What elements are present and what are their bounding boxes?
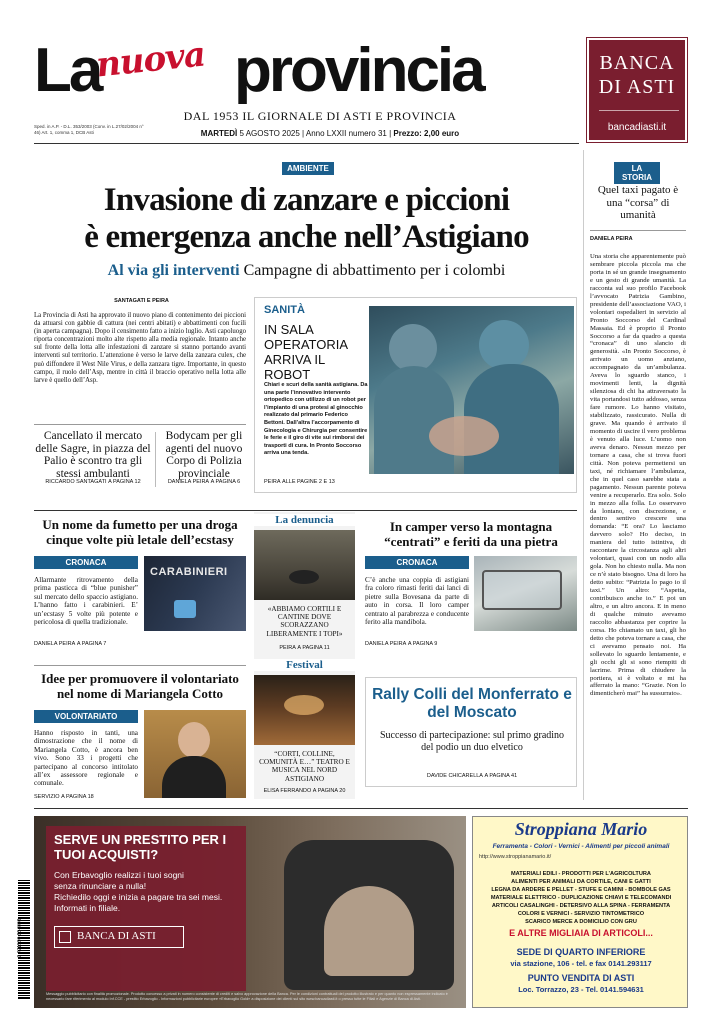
surgeon-1	[389, 324, 437, 372]
stroppiana-hq-title: SEDE DI QUARTO INFERIORE	[516, 947, 646, 957]
prestito-line-2: senza rinunciare a nulla!	[54, 881, 147, 891]
lead-credit-name: SANTAGATI E PEIRA	[114, 298, 169, 304]
cotto-photo	[144, 710, 246, 798]
stroppiana-line-2: ALIMENTI PER ANIMALI DA CORTILE, CANI E GATTI	[511, 879, 651, 885]
carabinieri-photo-text: CARABINIERI	[150, 566, 228, 578]
stroppiana-line-3: LEGNA DA ARDERE E PELLET - STUFE E CAMINI - BOMBOLE GAS	[491, 887, 671, 893]
denuncia-page: A PAGINA 11	[297, 645, 330, 651]
barcode-number: 9 771590 954008	[17, 918, 23, 958]
prestito-ad[interactable]	[34, 816, 466, 1008]
lead-body: La Provincia di Asti ha approvato il nuovo piano di contenimento dei piccioni da attuarsi con gabbie di cattura (nei centri abitati) e abbattimenti con fucili (in aperta campagna). Dopo il censimento fatto a inizio luglio. Asti capoluogo riporta concentrazioni molto alte rispetto alla media regionale. Intanto anche sul fronte della lotta alle infestazioni di zanzare si stanno portando avanti interventi sul territorio. L’attenzione è verso le larve della zanzara culex, che può diffondere il West Nile Virus, e della zanzara tigre. Importante, in questo campo, il ruolo dell’Asp, mentre in città il braccio operativo nella lotta alle larve è quello dell’Asp.	[34, 312, 246, 384]
storia-tag: LA STORIA	[614, 162, 660, 184]
rally-credit-name: DAVIDE CHICARELLA	[426, 773, 483, 779]
volontariato-headline: Idee per promuovere il volontariato nel nome di Mariangela Cotto	[41, 671, 239, 701]
stroppiana-line-5: ARTICOLI CASALINGHI - DETERSIVO ALLA SPINA - FERRAMENTA	[491, 903, 671, 909]
windshield	[482, 570, 562, 610]
festival-credit	[256, 788, 353, 794]
pill-blue	[174, 600, 196, 618]
sanita-page: ALLE PAGINE 2 E 13	[282, 479, 335, 485]
rats-photo	[254, 530, 355, 600]
masthead-tagline: DAL 1953 IL GIORNALE DI ASTI E PROVINCIA	[183, 109, 457, 123]
fumetto-page: A PAGINA 7	[76, 641, 107, 647]
stage-light	[284, 695, 324, 715]
stroppiana-shop-addr: Loc. Torrazzo, 23 - Tel. 0141.594631	[518, 985, 644, 994]
banca-divider	[599, 110, 679, 111]
date-rest: 5 AGOSTO 2025 | Anno LXXII numero 31 |	[239, 129, 392, 138]
portrait-head	[178, 722, 210, 758]
fumetto-headline: Un nome da fumetto per una droga cinque volte più letale dell’ecstasy	[42, 517, 238, 547]
price: Prezzo: 2,00 euro	[393, 129, 460, 138]
volontariato-credit	[34, 794, 184, 800]
sanita-box	[254, 297, 577, 493]
masthead-nuova: nuova	[94, 34, 207, 86]
surgery-photo	[369, 306, 574, 474]
storia-credit: DANIELA PEIRA	[590, 236, 633, 242]
stroppiana-line-1: MATERIALI EDILI - PRODOTTI PER L’AGRICOLTURA	[511, 871, 651, 877]
lead-subhead-line	[34, 262, 579, 280]
banca-line2: DI ASTI	[598, 76, 676, 98]
masthead-provincia: provincia	[234, 36, 483, 105]
brief-palio-page: A PAGINA 12	[108, 479, 141, 485]
prestito-brand-box	[54, 926, 184, 948]
sanita-credit-name: PEIRA	[264, 479, 281, 485]
camper-credit-name: DANIELA PEIRA	[365, 641, 407, 647]
fumetto-tag: CRONACA	[34, 556, 138, 569]
brief-bodycam-credit	[160, 479, 248, 485]
denuncia-quote: «ABBIAMO CORTILI E CANTINE DOVE SCORAZZANO LIBERAMENTE I TOPI»	[266, 605, 343, 638]
stroppiana-line-6: COLORI E VERNICI - SERVIZIO TINTOMETRICO	[517, 911, 645, 917]
stroppiana-ad[interactable]	[472, 816, 688, 1008]
camper-credit	[365, 641, 515, 647]
fumetto-credit-name: DANIELA PEIRA	[34, 641, 76, 647]
carabinieri-photo	[144, 556, 246, 631]
stroppiana-shop-title: PUNTO VENDITA DI ASTI	[527, 973, 635, 983]
camper-tag: CRONACA	[365, 556, 469, 569]
volontariato-body: Hanno risposto in tanti, una dimostrazione che il nome di Mariangela Cotto, è ancora ben vivo. Sono 33 i progetti che partecipano al concorso intitolato all’ex assessore regionale e comunale.	[34, 729, 138, 788]
prestito-line-1: Con Erbavoglio realizzi i tuoi sogni	[54, 870, 184, 880]
brief-palio: Cancellato il mercato delle Sagre, in piazza del Palio è scontro tra gli stessi ambulanti	[35, 430, 151, 480]
masthead-rule	[34, 143, 579, 144]
prestito-line-3: Richiedilo oggi e inizia a pagare tra sei mesi.	[54, 892, 223, 902]
storia-rule	[590, 230, 686, 231]
lead-rule	[34, 424, 246, 425]
camper-body: C’è anche una coppia di astigiani fra coloro rimasti feriti dai lanci di pietre sulla Bovesana da parte di auto in corsa. Il loro camper centrato al parabrezza e conducente ferito alla mandibola.	[365, 576, 469, 627]
stroppiana-hq-addr: via stazione, 106 - tel. e fax 0141.293117	[510, 959, 652, 968]
denuncia-credit	[256, 645, 353, 651]
festival-photo	[254, 675, 355, 745]
volontariato-page: A PAGINA 18	[61, 794, 94, 800]
stroppiana-line-4: MATERIALE ELETTRICO - DUPLICAZIONE CHIAVI E TELECOMANDI	[490, 895, 672, 901]
fumetto-credit	[34, 641, 184, 647]
banca-line1: BANCA	[599, 52, 675, 74]
lead-subhead: Campagne di abbattimento per i colombi	[243, 262, 506, 279]
stroppiana-brand: Stroppiana Mario	[514, 819, 648, 839]
festival-page: A PAGINA 20	[312, 788, 346, 794]
sanita-tag: SANITÀ	[264, 304, 305, 316]
ads-rule	[34, 808, 688, 809]
row3-rule-left	[34, 665, 246, 666]
prestito-panel	[46, 826, 246, 991]
volontariato-tag: VOLONTARIATO	[34, 710, 138, 723]
storia-body: Una storia che apparentemente può sembrare piccola piccola ma che porta in sé un grande insegnamento e un gesto di grande umanità. La racconta sul suo profilo Facebook l’avvocato Patrizia Gambino, presidente dell’associazione VAO, i volontari ospedalieri in servizio al Pronto Soccorso del Cardinal Massaia. Ed è proprio il Pronto Soccorso a far da quadro a questa “cronaca” di uno slancio di generosità. «In Pronto Soccorso, è arrivato un uomo anziano, accompagnato da un’ambulanza. Aveva lo sguardo stanco, i movimenti lenti, la dignità silenziosa di chi ha attraversato la vita portandosi tutto addosso, senza fare rumore. Lo hanno visitato, stabilizzato, rassicurato. Nulla di grave. Ma quando è arrivato il momento di uscire il vero problema è venuto alla luce. L’uomo non aveva denaro. Nessun mezzo per tornare a casa, che si trova fuori città. Non poteva permettersi un taxi, né richiamare l’ambulanza, che in quel caso sarebbe stata a pagamento. Nessun parente poteva venire a recuperarlo. Era solo. Solo in mezzo alla folla. Lo osservavo da lontano, con discrezione, e dentro sentivo crescere una domanda: “E ora? Lo lasciamo davvero solo? Ho deciso, in maniera del tutto istintiva, di raccontare la circostanza agli altri volontari, quasi con un nodo alla gola. Non ho chiesto nulla. Ma non ce n’è stato bisogno. Una di loro ha detto subito: “Patrizia lo pago io il taxi.” Un altro: “Aspetta, contribuisco anche io.” E poi un altro, e un altro ancora. E in meno di qualche minuto avevamo raccolto abbastanza per coprire la corsa. Ho chiamato un taxi, gli ho detto che poteva tornare a casa, che ci avevamo pensato noi. Ha sollevato lo sguardo lentamente, e gli occhi gli si sono riempiti di lacrime. Prima di chiudere la portiera, si è voltato e mi ha afferrato la mano: “Grazie. Non lo dimenticherò mai” ha sussurrato».	[590, 253, 686, 698]
date-line	[180, 129, 480, 138]
banca-di-asti-ad[interactable]	[587, 38, 687, 142]
storia-headline: Quel taxi pagato è una “corsa” di umanità	[597, 184, 679, 221]
brief-bodycam-page: A PAGINA 6	[210, 479, 241, 485]
storia-column-left-rule	[583, 150, 584, 800]
rally-box	[365, 677, 577, 787]
festival-tag: Festival	[254, 659, 355, 671]
fumetto-body: Allarmante ritrovamento della prima pasticca di “blue punisher” sul mercato dello spaccio astigiano. L’hanno fatto i carabinieri. E’ un’ecstasy 5 volte più potente e pericolosa di quella tradizionale.	[34, 576, 138, 627]
lead-headline-2: è emergenza anche nell’Astigiano	[84, 219, 529, 255]
portrait-body	[162, 756, 226, 798]
denuncia-box	[254, 512, 355, 658]
stroppiana-url: http://www.stroppianamario.it/	[479, 854, 552, 860]
lead-headline-1: Invasione di zanzare e piccioni	[103, 182, 510, 218]
stroppiana-tagline: Ferramenta - Colori - Vernici - Alimenti per piccoli animali	[492, 843, 670, 850]
lead-credit	[34, 298, 249, 304]
rally-page: A PAGINA 41	[484, 773, 518, 779]
brief-palio-credit-name: RICCARDO SANTAGATI	[45, 479, 107, 485]
postal-notice: Sped. in A.P. - D.L. 353/2003 (Conv. in L.27/02/2004 n° 46) Art. 1, comma 1, DCB Asti	[34, 124, 144, 135]
camper-headline: In camper verso la montagna “centrati” e feriti da una pietra	[384, 519, 558, 549]
volontariato-credit-name: SERVIZIO	[34, 794, 60, 800]
brief-bodycam: Bodycam per gli agenti del nuovo Corpo di Polizia provinciale	[165, 430, 243, 480]
rally-credit	[370, 773, 574, 779]
row2-rule	[34, 510, 577, 511]
prestito-disclaimer: Messaggio pubblicitario con finalità promozionale. Prodotto concesso a privati in numero consistente di crediti e salvo approvazione della Banca. Per le condizioni contrattuali del prodotto illustrato e per quanto non espressamente indicato è necessario fare riferimento al modulo Inf.CCE - prestito Erbavoglio - Informazioni pubblicitarie europee «Erbavoglio Gold» a disposizione dei clienti sul sito www.bancadiasti.it o presso tutte le Filiali e Agenzie di Banca di Asti.	[46, 992, 448, 1001]
prestito-title: SERVE UN PRESTITO PER I TUOI ACQUISTI?	[54, 832, 227, 862]
masthead-la: La	[34, 36, 101, 105]
prestito-photo-people	[324, 886, 414, 976]
banca-url: bancadiasti.it	[607, 122, 667, 133]
stroppiana-highlight: E ALTRE MIGLIAIA DI ARTICOLI...	[509, 928, 653, 938]
denuncia-tag: La denuncia	[254, 514, 355, 526]
brief-bodycam-credit-name: DANIELA PEIRA	[167, 479, 210, 485]
lead-tag: AMBIENTE	[282, 162, 334, 175]
brief-palio-credit	[34, 479, 152, 485]
festival-credit-name: ELISA FERRANDO	[263, 788, 312, 794]
festival-quote: “CORTI, COLLINE, COMUNITÀ E…” TEATRO E MUSICA NEL NORD ASTIGIANO	[259, 750, 350, 783]
camper-page: A PAGINA 9	[407, 641, 438, 647]
rat-shape	[289, 570, 319, 584]
masthead	[34, 34, 579, 104]
camper-photo	[474, 556, 577, 631]
stroppiana-line-7: SCARICO MERCE A DOMICILIO CON GRU	[525, 919, 637, 925]
brief-divider	[155, 432, 156, 487]
sanita-credit	[264, 479, 414, 485]
prestito-line-4: Informati in filiale.	[54, 903, 121, 913]
sanita-body: Chiari e scuri della sanità astigiana. Da una parte l’innovativo intervento ortopedico con utilizzo di un robot per l’impianto di una protesi al ginocchio realizzato dal primario Federico Bettoni. Dall’altra l’accorpamento di Ginecologia e Chirurgia per consentire le ferie e il giro di vite sui rimborsi dei trasporti di cura. In Pronto Soccorso arriva una tenda.	[264, 382, 368, 457]
date-day: MARTEDÌ	[200, 129, 238, 138]
operating-field	[429, 416, 499, 456]
prestito-brand: BANCA DI ASTI	[77, 930, 156, 942]
sanita-headline: IN SALA OPERATORIA ARRIVA IL ROBOT	[264, 322, 348, 382]
rally-headline: Rally Colli del Monferrato e del Moscato	[372, 686, 572, 721]
denuncia-credit-name: PEIRA	[279, 645, 296, 651]
bank-logo-icon	[59, 931, 71, 943]
lead-kicker: Al via gli interventi	[107, 262, 240, 279]
festival-box	[254, 657, 355, 799]
rally-sub: Successo di partecipazione: sul primo gradino del podio un duo elvetico	[379, 730, 565, 753]
surgeon-2	[479, 320, 529, 370]
